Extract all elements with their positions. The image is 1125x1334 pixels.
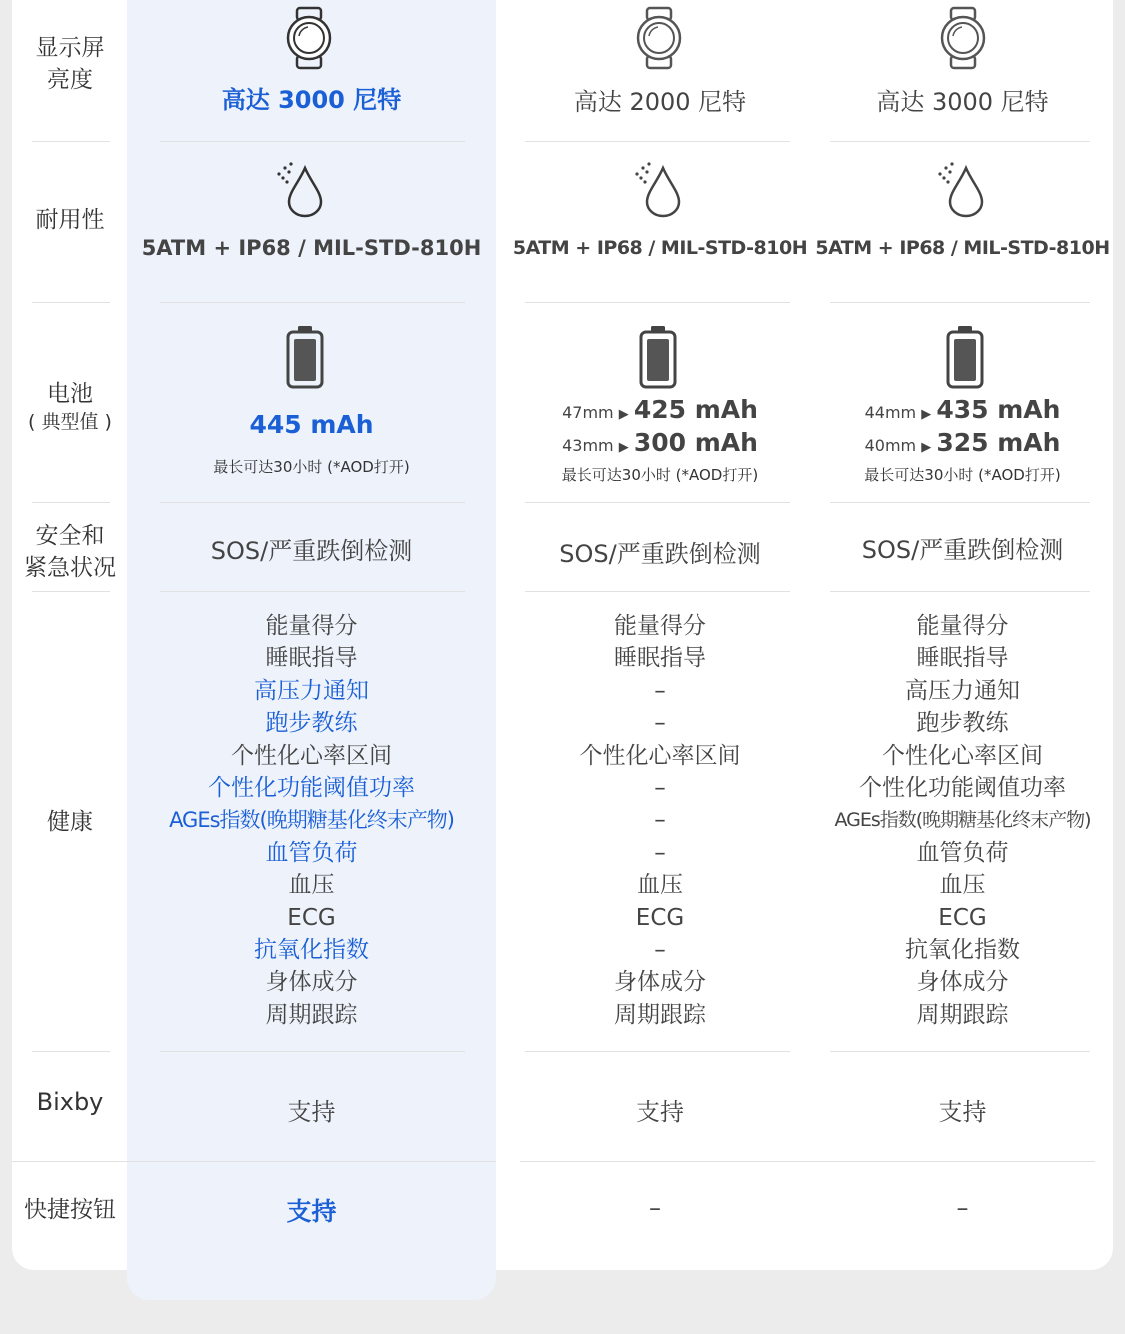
health-item: 睡眠指导 [916, 645, 1009, 672]
safety-value: SOS/严重跌倒检测 [210, 537, 413, 565]
divider [520, 1161, 1095, 1162]
battery-note: 最长可达30小时 (*AOD打开) [864, 466, 1061, 484]
divider [830, 502, 1090, 503]
arrow-right-icon: ▶ [921, 440, 932, 455]
arrow-right-icon: ▶ [618, 407, 629, 422]
watch-icon [937, 6, 989, 70]
watch-icon [283, 6, 335, 70]
health-item: 个性化心率区间 [231, 742, 392, 769]
health-item: ECG [938, 904, 987, 931]
label-safety-l2: 紧急状况 [24, 555, 116, 581]
battery-capacity: 435 mAh [936, 395, 1061, 424]
battery-note: 最长可达30小时 (*AOD打开) [561, 466, 759, 484]
label-safety [12, 520, 128, 584]
health-item: 血压 [939, 872, 986, 899]
health-item: 身体成分 [916, 969, 1009, 996]
divider [32, 1051, 110, 1052]
divider [525, 591, 790, 592]
divider [160, 502, 465, 503]
health-item: 高压力通知 [254, 677, 369, 704]
health-item: 身体成分 [265, 969, 358, 996]
health-item: – [654, 677, 666, 704]
water-drop-icon [633, 160, 689, 218]
battery-icon [285, 325, 325, 389]
display-value: 高达 2000 尼特 [573, 88, 747, 116]
divider [32, 502, 110, 503]
divider [160, 591, 465, 592]
health-item: ECG [635, 904, 685, 931]
label-shortcut: 快捷按钮 [24, 1197, 116, 1223]
health-item: 个性化功能阈值功率 [859, 775, 1066, 802]
divider [525, 141, 790, 142]
bixby-value: 支持 [938, 1098, 987, 1126]
health-item: 周期跟踪 [614, 1001, 706, 1028]
battery-capacity: 325 mAh [936, 428, 1061, 457]
label-health: 健康 [47, 809, 93, 835]
health-item: 周期跟踪 [265, 1001, 358, 1028]
health-item: 睡眠指导 [265, 645, 358, 672]
bixby-value: 支持 [636, 1098, 684, 1126]
watch-icon [633, 6, 685, 70]
divider [32, 141, 110, 142]
label-display [12, 32, 128, 96]
bixby-value: 支持 [287, 1098, 336, 1126]
health-item: AGEs指数(晚期糖基化终末产物) [169, 808, 454, 833]
divider [160, 302, 465, 303]
label-display-l1: 显示屏 [35, 35, 105, 61]
display-value: 高达 3000 尼特 [876, 88, 1049, 116]
battery-size: 44mm [864, 403, 917, 422]
health-item: ECG [287, 904, 336, 931]
label-battery-main: 电池 [47, 381, 93, 407]
health-item: 周期跟踪 [916, 1001, 1009, 1028]
health-item: 能量得分 [265, 613, 358, 639]
health-item: 睡眠指导 [614, 645, 706, 672]
shortcut-value: – [649, 1194, 661, 1222]
arrow-right-icon: ▶ [618, 440, 629, 455]
display-value: 高达 3000 尼特 [221, 86, 402, 114]
divider [830, 302, 1090, 303]
divider [32, 591, 110, 592]
divider [830, 1051, 1090, 1052]
health-item: 血管负荷 [265, 839, 358, 866]
health-item: 血压 [288, 872, 335, 899]
battery-variants [810, 396, 1115, 485]
label-durability: 耐用性 [35, 207, 105, 233]
battery-capacity: 445 mAh [249, 410, 374, 439]
durability-value: 5ATM + IP68 / MIL-STD-810H [512, 237, 808, 259]
battery-size: 40mm [864, 436, 917, 455]
battery-size: 47mm [562, 403, 614, 422]
divider [12, 1161, 496, 1162]
health-item: 抗氧化指数 [254, 937, 369, 964]
label-safety-l1: 安全和 [35, 523, 105, 549]
health-item: 血压 [637, 872, 683, 899]
divider [830, 591, 1090, 592]
arrow-right-icon: ▶ [921, 407, 932, 422]
health-item: 能量得分 [614, 613, 706, 639]
divider [160, 141, 465, 142]
divider [525, 1051, 790, 1052]
shortcut-value: – [956, 1194, 969, 1222]
health-list [505, 610, 815, 1031]
divider [525, 502, 790, 503]
water-drop-icon [936, 160, 992, 218]
battery-capacity: 300 mAh [633, 428, 758, 457]
health-list [810, 610, 1115, 1031]
health-item: – [654, 775, 666, 802]
durability-value: 5ATM + IP68 / MIL-STD-810H [141, 236, 482, 260]
health-item: 个性化心率区间 [579, 742, 741, 769]
divider [160, 1051, 465, 1052]
water-drop-icon [275, 160, 331, 218]
health-item: 跑步教练 [916, 710, 1009, 737]
label-display-l2: 亮度 [47, 67, 93, 93]
health-item: 抗氧化指数 [905, 937, 1020, 964]
health-item: AGEs指数(晚期糖基化终末产物) [834, 809, 1091, 832]
health-item: 血管负荷 [916, 839, 1009, 866]
health-item: 身体成分 [614, 969, 706, 996]
health-item: – [654, 807, 666, 834]
health-item: – [654, 710, 666, 737]
health-list [127, 610, 496, 1031]
divider [525, 302, 790, 303]
durability-value: 5ATM + IP68 / MIL-STD-810H [815, 237, 1110, 259]
battery-variants [505, 396, 815, 485]
health-item: 高压力通知 [905, 677, 1020, 704]
label-bixby: Bixby [36, 1088, 104, 1116]
health-item: – [654, 937, 666, 964]
battery-icon [638, 325, 678, 389]
battery-capacity: 425 mAh [633, 395, 758, 424]
label-battery [12, 378, 128, 434]
health-item: 跑步教练 [265, 710, 358, 737]
safety-value: SOS/严重跌倒检测 [559, 540, 761, 568]
divider [32, 302, 110, 303]
safety-value: SOS/严重跌倒检测 [861, 536, 1064, 564]
health-item: 个性化心率区间 [882, 742, 1043, 769]
health-item: 个性化功能阈值功率 [208, 775, 415, 802]
label-battery-sub: ( 典型值 ) [28, 411, 112, 433]
health-item: – [654, 839, 666, 866]
divider [830, 141, 1090, 142]
battery-size: 43mm [562, 436, 614, 455]
health-item: 能量得分 [916, 613, 1009, 639]
shortcut-value: 支持 [286, 1197, 337, 1226]
battery-note: 最长可达30小时 (*AOD打开) [213, 458, 410, 476]
battery-icon [945, 325, 985, 389]
